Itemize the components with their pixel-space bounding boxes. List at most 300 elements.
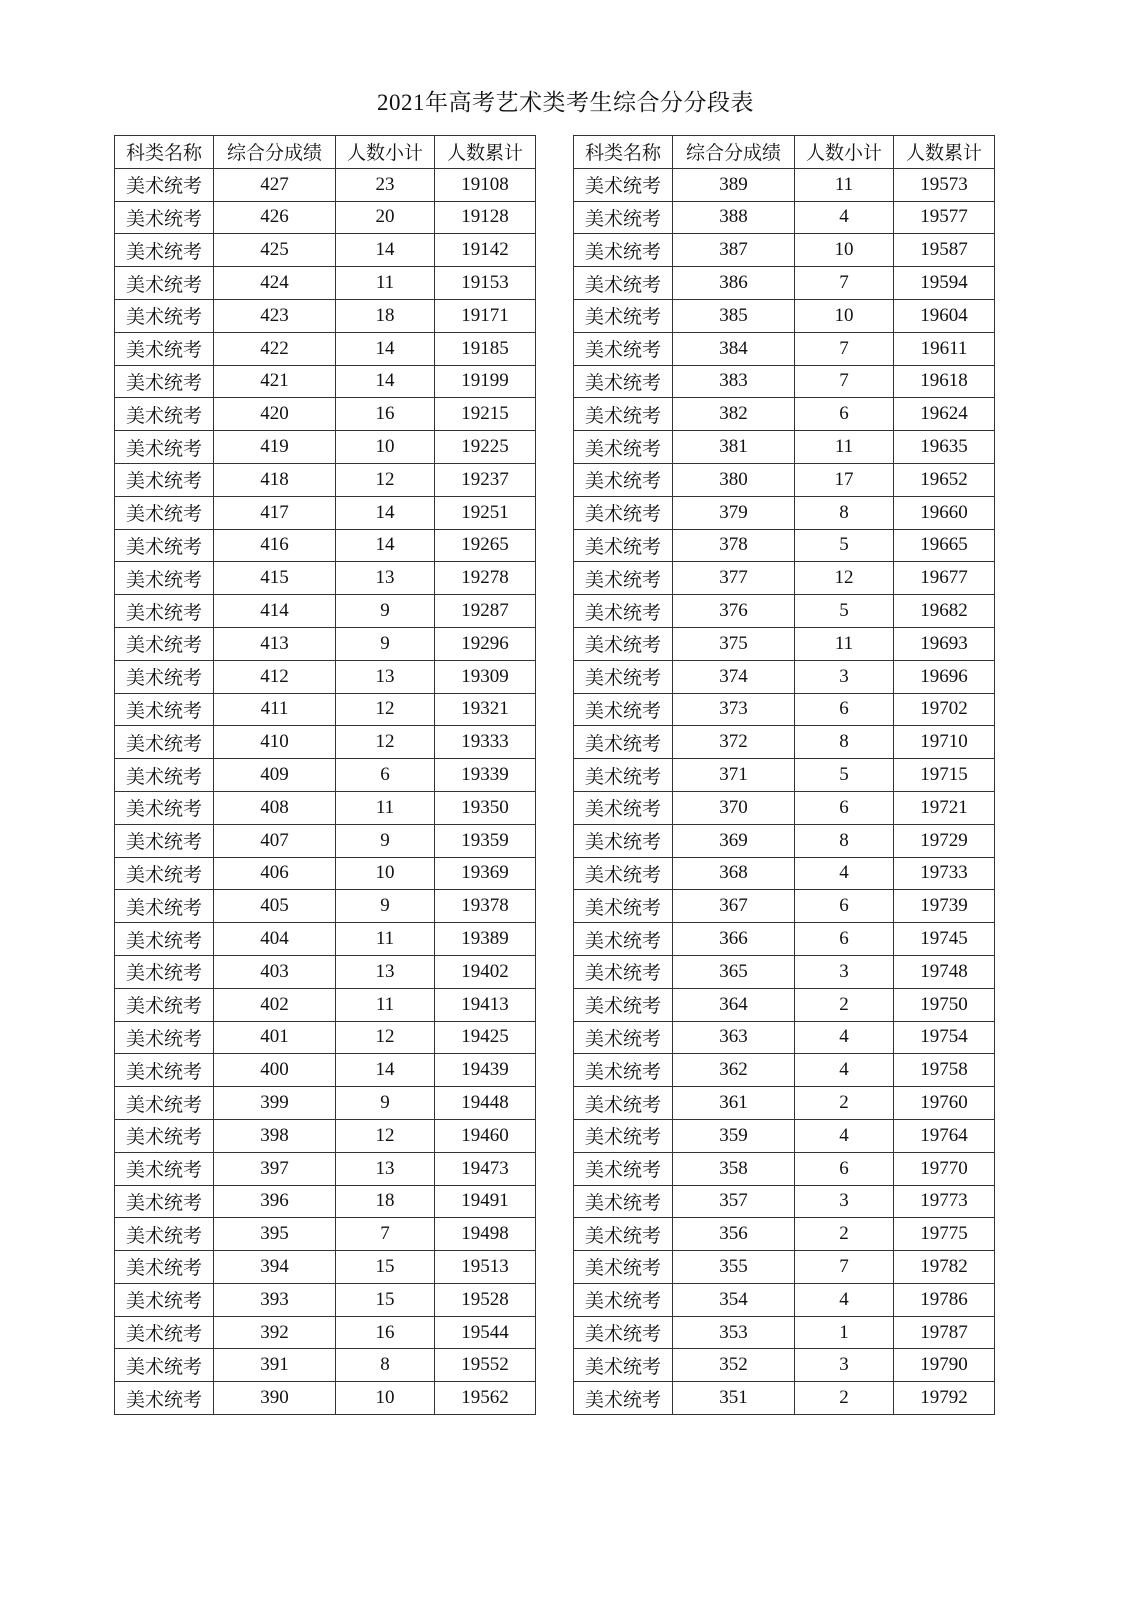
score-cell: 373 xyxy=(673,693,795,726)
cumulative-cell: 19309 xyxy=(435,660,536,693)
subject-cell: 美术统考 xyxy=(574,923,673,956)
table-row xyxy=(115,857,536,890)
score-cell: 410 xyxy=(214,726,336,759)
cumulative-cell: 19611 xyxy=(894,332,995,365)
count-cell: 3 xyxy=(795,955,894,988)
subject-cell: 美术统考 xyxy=(574,791,673,824)
table-row xyxy=(574,1152,995,1185)
table-row xyxy=(115,791,536,824)
cumulative-cell: 19573 xyxy=(894,168,995,201)
subject-cell: 美术统考 xyxy=(115,1316,214,1349)
count-cell: 7 xyxy=(795,365,894,398)
table-row xyxy=(115,562,536,595)
subject-cell: 美术统考 xyxy=(574,398,673,431)
subject-cell: 美术统考 xyxy=(115,562,214,595)
cumulative-cell: 19265 xyxy=(435,529,536,562)
count-cell: 1 xyxy=(795,1316,894,1349)
cumulative-cell: 19552 xyxy=(435,1349,536,1382)
subject-cell: 美术统考 xyxy=(115,332,214,365)
subject-cell: 美术统考 xyxy=(574,1119,673,1152)
subject-cell: 美术统考 xyxy=(574,1316,673,1349)
count-cell: 4 xyxy=(795,1119,894,1152)
table-row xyxy=(115,299,536,332)
score-cell: 389 xyxy=(673,168,795,201)
score-cell: 394 xyxy=(214,1251,336,1284)
count-cell: 10 xyxy=(336,857,435,890)
subject-cell: 美术统考 xyxy=(115,365,214,398)
table-row xyxy=(574,267,995,300)
score-cell: 414 xyxy=(214,595,336,628)
subject-cell: 美术统考 xyxy=(115,1119,214,1152)
score-cell: 386 xyxy=(673,267,795,300)
score-cell: 402 xyxy=(214,988,336,1021)
score-cell: 411 xyxy=(214,693,336,726)
cumulative-cell: 19498 xyxy=(435,1218,536,1251)
count-cell: 13 xyxy=(336,562,435,595)
cumulative-cell: 19652 xyxy=(894,463,995,496)
table-row xyxy=(574,1382,995,1415)
score-cell: 356 xyxy=(673,1218,795,1251)
cumulative-cell: 19278 xyxy=(435,562,536,595)
cumulative-cell: 19710 xyxy=(894,726,995,759)
score-cell: 421 xyxy=(214,365,336,398)
subject-cell: 美术统考 xyxy=(115,955,214,988)
count-cell: 11 xyxy=(336,267,435,300)
table-row xyxy=(115,463,536,496)
subject-cell: 美术统考 xyxy=(115,463,214,496)
subject-cell: 美术统考 xyxy=(115,168,214,201)
table-row xyxy=(574,1251,995,1284)
score-cell: 391 xyxy=(214,1349,336,1382)
cumulative-cell: 19333 xyxy=(435,726,536,759)
subject-cell: 美术统考 xyxy=(574,595,673,628)
cumulative-cell: 19171 xyxy=(435,299,536,332)
cumulative-cell: 19369 xyxy=(435,857,536,890)
score-cell: 352 xyxy=(673,1349,795,1382)
count-cell: 14 xyxy=(336,496,435,529)
column-header: 人数累计 xyxy=(894,136,995,169)
subject-cell: 美术统考 xyxy=(574,988,673,1021)
score-cell: 351 xyxy=(673,1382,795,1415)
cumulative-cell: 19750 xyxy=(894,988,995,1021)
table-row xyxy=(115,1021,536,1054)
score-cell: 369 xyxy=(673,824,795,857)
cumulative-cell: 19439 xyxy=(435,1054,536,1087)
count-cell: 3 xyxy=(795,1349,894,1382)
score-cell: 362 xyxy=(673,1054,795,1087)
subject-cell: 美术统考 xyxy=(574,529,673,562)
count-cell: 10 xyxy=(795,299,894,332)
subject-cell: 美术统考 xyxy=(115,1185,214,1218)
table-row xyxy=(115,431,536,464)
table-row xyxy=(115,201,536,234)
cumulative-cell: 19745 xyxy=(894,923,995,956)
subject-cell: 美术统考 xyxy=(115,201,214,234)
cumulative-cell: 19786 xyxy=(894,1283,995,1316)
count-cell: 2 xyxy=(795,1087,894,1120)
count-cell: 5 xyxy=(795,595,894,628)
table-row xyxy=(574,529,995,562)
table-row xyxy=(574,890,995,923)
count-cell: 10 xyxy=(336,431,435,464)
count-cell: 16 xyxy=(336,1316,435,1349)
score-cell: 397 xyxy=(214,1152,336,1185)
subject-cell: 美术统考 xyxy=(574,890,673,923)
count-cell: 11 xyxy=(336,988,435,1021)
cumulative-cell: 19790 xyxy=(894,1349,995,1382)
cumulative-cell: 19153 xyxy=(435,267,536,300)
score-cell: 408 xyxy=(214,791,336,824)
subject-cell: 美术统考 xyxy=(574,234,673,267)
count-cell: 12 xyxy=(336,463,435,496)
count-cell: 7 xyxy=(795,1251,894,1284)
score-cell: 378 xyxy=(673,529,795,562)
count-cell: 12 xyxy=(336,1021,435,1054)
score-cell: 425 xyxy=(214,234,336,267)
subject-cell: 美术统考 xyxy=(574,627,673,660)
cumulative-cell: 19402 xyxy=(435,955,536,988)
subject-cell: 美术统考 xyxy=(115,660,214,693)
score-cell: 419 xyxy=(214,431,336,464)
count-cell: 9 xyxy=(336,890,435,923)
count-cell: 14 xyxy=(336,365,435,398)
subject-cell: 美术统考 xyxy=(574,955,673,988)
score-cell: 382 xyxy=(673,398,795,431)
score-cell: 366 xyxy=(673,923,795,956)
score-cell: 376 xyxy=(673,595,795,628)
table-row xyxy=(574,1316,995,1349)
subject-cell: 美术统考 xyxy=(115,1283,214,1316)
score-cell: 384 xyxy=(673,332,795,365)
cumulative-cell: 19782 xyxy=(894,1251,995,1284)
table-row xyxy=(574,431,995,464)
cumulative-cell: 19624 xyxy=(894,398,995,431)
cumulative-cell: 19758 xyxy=(894,1054,995,1087)
cumulative-cell: 19562 xyxy=(435,1382,536,1415)
cumulative-cell: 19425 xyxy=(435,1021,536,1054)
score-cell: 398 xyxy=(214,1119,336,1152)
score-cell: 357 xyxy=(673,1185,795,1218)
subject-cell: 美术统考 xyxy=(574,1349,673,1382)
table-row xyxy=(574,627,995,660)
subject-cell: 美术统考 xyxy=(574,726,673,759)
column-header: 科类名称 xyxy=(574,136,673,169)
count-cell: 12 xyxy=(336,693,435,726)
subject-cell: 美术统考 xyxy=(115,299,214,332)
table-row xyxy=(574,923,995,956)
subject-cell: 美术统考 xyxy=(115,1349,214,1382)
subject-cell: 美术统考 xyxy=(115,529,214,562)
cumulative-cell: 19682 xyxy=(894,595,995,628)
score-cell: 358 xyxy=(673,1152,795,1185)
table-row xyxy=(115,365,536,398)
count-cell: 8 xyxy=(795,726,894,759)
subject-cell: 美术统考 xyxy=(115,693,214,726)
score-cell: 370 xyxy=(673,791,795,824)
cumulative-cell: 19665 xyxy=(894,529,995,562)
cumulative-cell: 19215 xyxy=(435,398,536,431)
cumulative-cell: 19544 xyxy=(435,1316,536,1349)
table-row xyxy=(115,627,536,660)
score-cell: 372 xyxy=(673,726,795,759)
cumulative-cell: 19350 xyxy=(435,791,536,824)
score-cell: 390 xyxy=(214,1382,336,1415)
cumulative-cell: 19693 xyxy=(894,627,995,660)
table-row xyxy=(115,1054,536,1087)
cumulative-cell: 19199 xyxy=(435,365,536,398)
score-cell: 406 xyxy=(214,857,336,890)
count-cell: 13 xyxy=(336,955,435,988)
subject-cell: 美术统考 xyxy=(574,1283,673,1316)
count-cell: 6 xyxy=(795,1152,894,1185)
score-cell: 363 xyxy=(673,1021,795,1054)
score-cell: 405 xyxy=(214,890,336,923)
score-cell: 368 xyxy=(673,857,795,890)
count-cell: 11 xyxy=(795,431,894,464)
count-cell: 7 xyxy=(795,332,894,365)
count-cell: 4 xyxy=(795,857,894,890)
score-cell: 423 xyxy=(214,299,336,332)
count-cell: 20 xyxy=(336,201,435,234)
table-row xyxy=(574,398,995,431)
subject-cell: 美术统考 xyxy=(115,398,214,431)
subject-cell: 美术统考 xyxy=(115,791,214,824)
subject-cell: 美术统考 xyxy=(574,463,673,496)
table-row xyxy=(115,529,536,562)
table-row xyxy=(574,1087,995,1120)
count-cell: 15 xyxy=(336,1283,435,1316)
subject-cell: 美术统考 xyxy=(574,1152,673,1185)
score-cell: 413 xyxy=(214,627,336,660)
subject-cell: 美术统考 xyxy=(574,660,673,693)
count-cell: 17 xyxy=(795,463,894,496)
table-row xyxy=(115,168,536,201)
count-cell: 14 xyxy=(336,234,435,267)
table-row xyxy=(115,398,536,431)
count-cell: 13 xyxy=(336,1152,435,1185)
count-cell: 4 xyxy=(795,201,894,234)
table-row xyxy=(574,1283,995,1316)
table-header-row xyxy=(115,136,536,169)
cumulative-cell: 19513 xyxy=(435,1251,536,1284)
score-cell: 375 xyxy=(673,627,795,660)
score-cell: 354 xyxy=(673,1283,795,1316)
count-cell: 9 xyxy=(336,1087,435,1120)
count-cell: 2 xyxy=(795,1218,894,1251)
table-row xyxy=(115,595,536,628)
cumulative-cell: 19185 xyxy=(435,332,536,365)
table-row xyxy=(115,660,536,693)
subject-cell: 美术统考 xyxy=(115,1218,214,1251)
score-cell: 380 xyxy=(673,463,795,496)
count-cell: 6 xyxy=(795,693,894,726)
table-row xyxy=(115,955,536,988)
score-cell: 412 xyxy=(214,660,336,693)
cumulative-cell: 19604 xyxy=(894,299,995,332)
cumulative-cell: 19635 xyxy=(894,431,995,464)
count-cell: 14 xyxy=(336,1054,435,1087)
score-cell: 365 xyxy=(673,955,795,988)
count-cell: 2 xyxy=(795,1382,894,1415)
cumulative-cell: 19577 xyxy=(894,201,995,234)
count-cell: 11 xyxy=(795,168,894,201)
column-header: 综合分成绩 xyxy=(214,136,336,169)
table-row xyxy=(574,857,995,890)
subject-cell: 美术统考 xyxy=(574,1185,673,1218)
subject-cell: 美术统考 xyxy=(115,431,214,464)
score-cell: 427 xyxy=(214,168,336,201)
column-header: 人数小计 xyxy=(795,136,894,169)
count-cell: 4 xyxy=(795,1054,894,1087)
cumulative-cell: 19773 xyxy=(894,1185,995,1218)
count-cell: 6 xyxy=(795,398,894,431)
table-row xyxy=(115,1382,536,1415)
table-row xyxy=(115,693,536,726)
subject-cell: 美术统考 xyxy=(115,1251,214,1284)
cumulative-cell: 19739 xyxy=(894,890,995,923)
cumulative-cell: 19142 xyxy=(435,234,536,267)
page-title: 2021年高考艺术类考生综合分分段表 xyxy=(377,90,754,115)
count-cell: 12 xyxy=(795,562,894,595)
count-cell: 14 xyxy=(336,529,435,562)
count-cell: 6 xyxy=(795,923,894,956)
score-cell: 383 xyxy=(673,365,795,398)
score-cell: 374 xyxy=(673,660,795,693)
table-row xyxy=(574,693,995,726)
cumulative-cell: 19378 xyxy=(435,890,536,923)
subject-cell: 美术统考 xyxy=(574,824,673,857)
score-cell: 367 xyxy=(673,890,795,923)
score-cell: 401 xyxy=(214,1021,336,1054)
count-cell: 8 xyxy=(336,1349,435,1382)
cumulative-cell: 19594 xyxy=(894,267,995,300)
score-cell: 424 xyxy=(214,267,336,300)
subject-cell: 美术统考 xyxy=(574,562,673,595)
count-cell: 5 xyxy=(795,759,894,792)
score-cell: 420 xyxy=(214,398,336,431)
cumulative-cell: 19677 xyxy=(894,562,995,595)
count-cell: 12 xyxy=(336,726,435,759)
subject-cell: 美术统考 xyxy=(574,693,673,726)
subject-cell: 美术统考 xyxy=(115,923,214,956)
subject-cell: 美术统考 xyxy=(574,496,673,529)
cumulative-cell: 19339 xyxy=(435,759,536,792)
count-cell: 6 xyxy=(336,759,435,792)
cumulative-cell: 19787 xyxy=(894,1316,995,1349)
cumulative-cell: 19721 xyxy=(894,791,995,824)
score-cell: 371 xyxy=(673,759,795,792)
table-row xyxy=(115,824,536,857)
score-cell: 415 xyxy=(214,562,336,595)
score-cell: 400 xyxy=(214,1054,336,1087)
count-cell: 2 xyxy=(795,988,894,1021)
count-cell: 12 xyxy=(336,1119,435,1152)
cumulative-cell: 19528 xyxy=(435,1283,536,1316)
score-table-right xyxy=(573,135,995,1415)
count-cell: 3 xyxy=(795,660,894,693)
subject-cell: 美术统考 xyxy=(115,1087,214,1120)
subject-cell: 美术统考 xyxy=(574,857,673,890)
table-row xyxy=(574,1021,995,1054)
cumulative-cell: 19702 xyxy=(894,693,995,726)
table-row xyxy=(574,955,995,988)
count-cell: 11 xyxy=(795,627,894,660)
table-row xyxy=(115,1251,536,1284)
count-cell: 6 xyxy=(795,890,894,923)
table-row xyxy=(574,791,995,824)
subject-cell: 美术统考 xyxy=(115,234,214,267)
cumulative-cell: 19287 xyxy=(435,595,536,628)
count-cell: 11 xyxy=(336,791,435,824)
cumulative-cell: 19760 xyxy=(894,1087,995,1120)
column-header: 科类名称 xyxy=(115,136,214,169)
score-cell: 417 xyxy=(214,496,336,529)
cumulative-cell: 19587 xyxy=(894,234,995,267)
cumulative-cell: 19108 xyxy=(435,168,536,201)
table-row xyxy=(574,562,995,595)
cumulative-cell: 19748 xyxy=(894,955,995,988)
count-cell: 14 xyxy=(336,332,435,365)
subject-cell: 美术统考 xyxy=(115,988,214,1021)
cumulative-cell: 19389 xyxy=(435,923,536,956)
table-row xyxy=(115,1316,536,1349)
score-cell: 379 xyxy=(673,496,795,529)
cumulative-cell: 19729 xyxy=(894,824,995,857)
subject-cell: 美术统考 xyxy=(574,1021,673,1054)
table-row xyxy=(574,1119,995,1152)
score-cell: 395 xyxy=(214,1218,336,1251)
table-row xyxy=(115,1218,536,1251)
subject-cell: 美术统考 xyxy=(115,496,214,529)
table-row xyxy=(115,759,536,792)
cumulative-cell: 19754 xyxy=(894,1021,995,1054)
cumulative-cell: 19128 xyxy=(435,201,536,234)
subject-cell: 美术统考 xyxy=(574,1218,673,1251)
table-row xyxy=(574,660,995,693)
score-cell: 404 xyxy=(214,923,336,956)
score-cell: 393 xyxy=(214,1283,336,1316)
count-cell: 6 xyxy=(795,791,894,824)
subject-cell: 美术统考 xyxy=(115,1054,214,1087)
subject-cell: 美术统考 xyxy=(115,267,214,300)
cumulative-cell: 19473 xyxy=(435,1152,536,1185)
table-row xyxy=(115,923,536,956)
subject-cell: 美术统考 xyxy=(574,759,673,792)
table-row xyxy=(574,759,995,792)
count-cell: 8 xyxy=(795,824,894,857)
score-cell: 422 xyxy=(214,332,336,365)
count-cell: 9 xyxy=(336,595,435,628)
score-cell: 385 xyxy=(673,299,795,332)
subject-cell: 美术统考 xyxy=(115,726,214,759)
cumulative-cell: 19321 xyxy=(435,693,536,726)
count-cell: 7 xyxy=(336,1218,435,1251)
table-row xyxy=(115,267,536,300)
table-row xyxy=(574,1218,995,1251)
table-row xyxy=(115,496,536,529)
subject-cell: 美术统考 xyxy=(574,168,673,201)
cumulative-cell: 19792 xyxy=(894,1382,995,1415)
score-cell: 377 xyxy=(673,562,795,595)
score-cell: 396 xyxy=(214,1185,336,1218)
subject-cell: 美术统考 xyxy=(574,299,673,332)
subject-cell: 美术统考 xyxy=(574,1054,673,1087)
score-cell: 381 xyxy=(673,431,795,464)
count-cell: 5 xyxy=(795,529,894,562)
table-row xyxy=(574,824,995,857)
score-cell: 403 xyxy=(214,955,336,988)
subject-cell: 美术统考 xyxy=(574,1251,673,1284)
